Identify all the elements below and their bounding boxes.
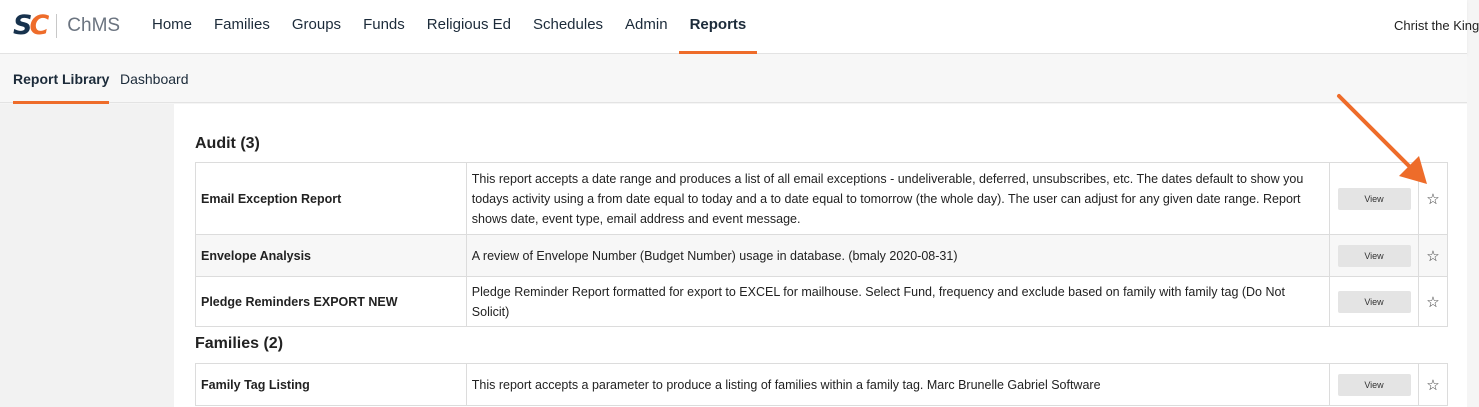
table-row bbox=[196, 235, 1448, 277]
section-title-families: Families (2) bbox=[195, 335, 284, 352]
favorite-star-icon[interactable]: ☆ bbox=[1419, 364, 1448, 406]
report-description: This report accepts a parameter to produce a listing of families within a family tag. Marc Brunelle Gabriel Software bbox=[466, 364, 1329, 406]
tab-report-library[interactable]: Report Library bbox=[13, 54, 109, 103]
left-sidebar bbox=[0, 104, 174, 407]
app-name: ChMS bbox=[67, 15, 121, 36]
view-button[interactable]: View bbox=[1338, 245, 1411, 267]
nav-religious-ed[interactable]: Religious Ed bbox=[426, 16, 511, 33]
view-button[interactable]: View bbox=[1338, 188, 1411, 210]
app-logo[interactable] bbox=[13, 12, 120, 40]
report-description: This report accepts a date range and produces a list of all email exceptions - undeliverable, deferred, unsubscribes, etc. The dates default to show you todays activity using a from date equal to today and a to date equal to tomorrow (the whole day). The user can adjust for any given date range. Report shows date, event type, email address and event message. bbox=[466, 163, 1329, 235]
table-row bbox=[196, 277, 1448, 327]
sub-nav bbox=[0, 54, 1467, 103]
nav-groups[interactable]: Groups bbox=[291, 16, 342, 33]
nav-reports[interactable]: Reports bbox=[679, 0, 758, 54]
families-reports-table bbox=[195, 363, 1448, 406]
org-name[interactable]: Christ the King bbox=[1394, 18, 1479, 33]
nav-home[interactable]: Home bbox=[152, 16, 193, 33]
report-library-content bbox=[174, 104, 1467, 407]
main-nav bbox=[141, 0, 757, 54]
nav-admin[interactable]: Admin bbox=[625, 16, 668, 33]
report-description: A review of Envelope Number (Budget Number) usage in database. (bmaly 2020-08-31) bbox=[466, 235, 1329, 277]
top-navbar bbox=[0, 0, 1479, 54]
nav-schedules[interactable]: Schedules bbox=[532, 16, 604, 33]
table-row bbox=[196, 163, 1448, 235]
report-name: Email Exception Report bbox=[196, 163, 467, 235]
view-button[interactable]: View bbox=[1338, 374, 1411, 396]
logo-divider bbox=[56, 14, 57, 38]
favorite-star-icon[interactable]: ☆ bbox=[1419, 235, 1448, 277]
section-title-audit: Audit (3) bbox=[195, 135, 260, 152]
view-button[interactable]: View bbox=[1338, 291, 1411, 313]
nav-families[interactable]: Families bbox=[214, 16, 270, 33]
report-name: Envelope Analysis bbox=[196, 235, 467, 277]
favorite-star-icon[interactable]: ☆ bbox=[1419, 277, 1448, 327]
favorite-star-icon[interactable]: ☆ bbox=[1419, 163, 1448, 235]
report-description: Pledge Reminder Report formatted for export to EXCEL for mailhouse. Select Fund, frequency and exclude based on family with family tag (Do Not Solicit) bbox=[466, 277, 1329, 327]
nav-funds[interactable]: Funds bbox=[363, 16, 405, 33]
logo-mark: SC bbox=[13, 10, 47, 41]
table-row bbox=[196, 364, 1448, 406]
report-name: Pledge Reminders EXPORT NEW bbox=[196, 277, 467, 327]
tab-dashboard[interactable]: Dashboard bbox=[120, 71, 189, 87]
audit-reports-table bbox=[195, 162, 1448, 327]
report-name: Family Tag Listing bbox=[196, 364, 467, 406]
